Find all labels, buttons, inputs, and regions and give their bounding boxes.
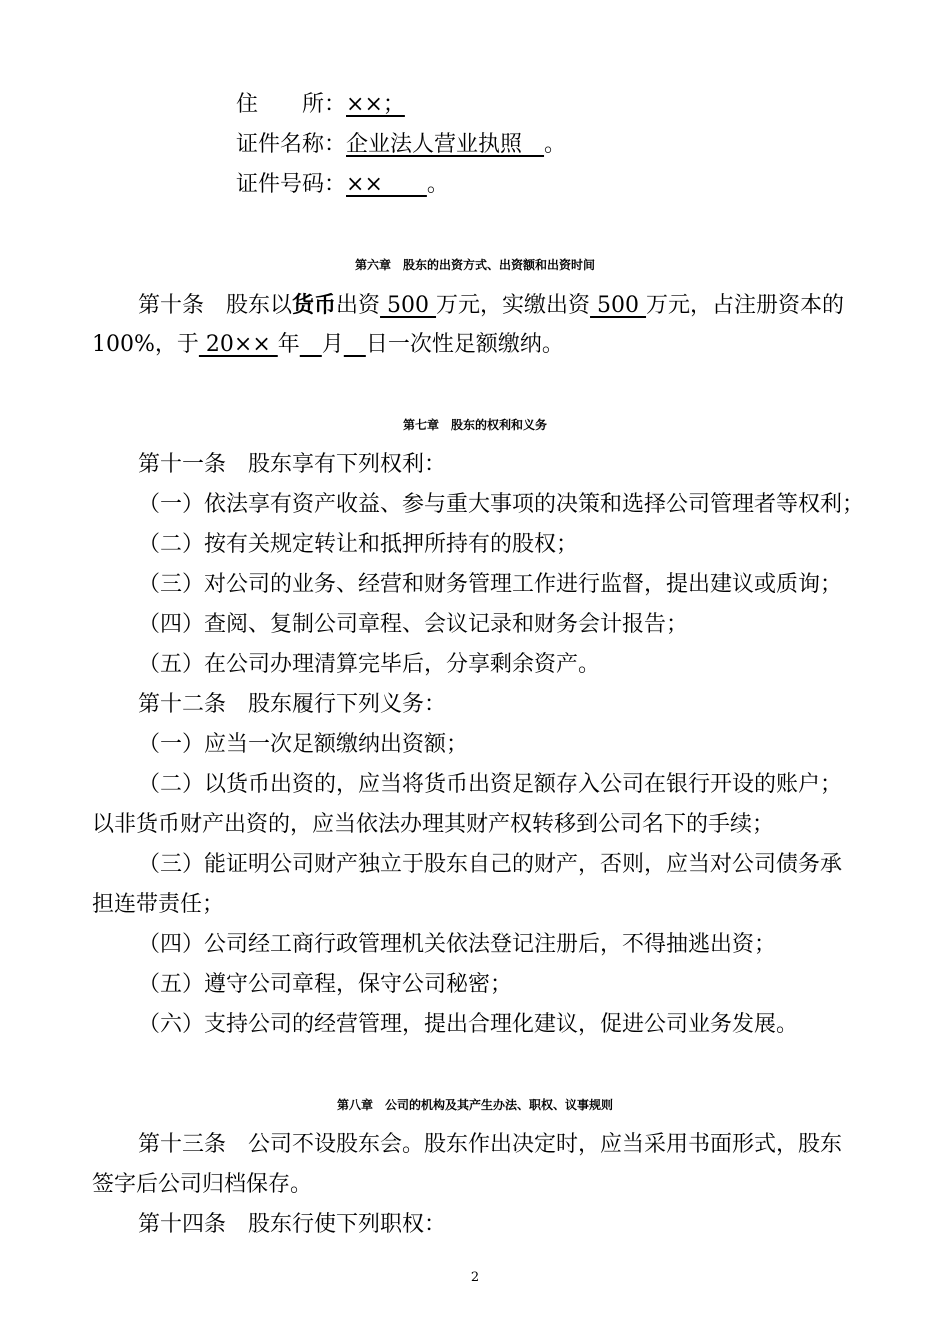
duty-item-3-line-1: （三）能证明公司财产独立于股东自己的财产，否则，应当对公司债务承 <box>138 852 843 877</box>
right-item-4: （四）查阅、复制公司章程、会议记录和财务会计报告； <box>138 612 689 637</box>
cert-no-label: 证件号码： <box>236 172 347 197</box>
right-item-3: （三）对公司的业务、经营和财务管理工作进行监督，提出建议或质询； <box>138 572 843 597</box>
cert-name-value: 企业法人营业执照 <box>346 132 545 157</box>
cert-no-value: ×× <box>346 172 427 197</box>
article-10-day-blank <box>344 332 366 357</box>
article-10-currency: 货币 <box>292 292 337 318</box>
article-10-line-1 <box>138 291 844 320</box>
article-10-mid-1: 出资 <box>336 293 381 318</box>
article-10-end: 万元，占注册资本的 <box>646 293 845 318</box>
cert-name-label: 证件名称： <box>236 132 347 157</box>
duty-item-2-line-1: （二）以货币出资的，应当将货币出资足额存入公司在银行开设的账户； <box>138 772 843 797</box>
cert-name-line <box>236 131 566 159</box>
article-14: 第十四条 股东行使下列职权： <box>138 1212 447 1237</box>
article-10-amount-1: 500 <box>380 293 437 318</box>
article-12: 第十二条 股东履行下列义务： <box>138 692 447 717</box>
chapter-6-title: 第六章 股东的出资方式、出资额和出资时间 <box>354 258 595 272</box>
cert-no-line <box>236 171 449 199</box>
chapter-7-title: 第七章 股东的权利和义务 <box>402 418 547 432</box>
page-number: 2 <box>470 1270 480 1285</box>
article-10-line-2 <box>92 331 564 359</box>
address-line <box>236 91 405 119</box>
article-10-mid-2: 万元，实缴出资 <box>436 293 591 318</box>
cert-no-end: 。 <box>426 172 449 197</box>
right-item-1: （一）依法享有资产收益、参与重大事项的决策和选择公司管理者等权利； <box>138 492 865 517</box>
duty-item-3-line-2: 担连带责任； <box>92 892 225 917</box>
cert-name-end: 。 <box>544 132 567 157</box>
article-10-prefix: 第十条 股东以 <box>138 293 293 318</box>
article-13-line-1: 第十三条 公司不设股东会。股东作出决定时，应当采用书面形式，股东 <box>138 1132 843 1157</box>
address-label: 住 所： <box>236 92 347 117</box>
article-11: 第十一条 股东享有下列权利： <box>138 452 447 477</box>
article-10-month-label: 月 <box>321 332 344 357</box>
right-item-5: （五）在公司办理清算完毕后，分享剩余资产。 <box>138 652 601 677</box>
duty-item-1: （一）应当一次足额缴纳出资额； <box>138 732 469 757</box>
article-10-year: 20×× <box>198 332 278 357</box>
duty-item-2-line-2: 以非货币财产出资的，应当依法办理其财产权转移到公司名下的手续； <box>92 812 775 837</box>
article-10-amount-2: 500 <box>590 293 647 318</box>
article-13-line-2: 签字后公司归档保存。 <box>92 1172 313 1197</box>
right-item-2: （二）按有关规定转让和抵押所持有的股权； <box>138 532 579 557</box>
address-value: ××； <box>346 92 405 117</box>
duty-item-4: （四）公司经工商行政管理机关依法登记注册后，不得抽逃出资； <box>138 932 777 957</box>
chapter-8-title: 第八章 公司的机构及其产生办法、职权、议事规则 <box>336 1098 613 1112</box>
article-10-year-label: 年 <box>277 332 300 357</box>
article-10-month-blank <box>300 332 322 357</box>
article-10-rest: 日一次性足额缴纳。 <box>365 332 564 357</box>
duty-item-5: （五）遵守公司章程，保守公司秘密； <box>138 972 513 997</box>
article-10-line-2-prefix: 100%，于 <box>92 332 199 357</box>
duty-item-6: （六）支持公司的经营管理，提出合理化建议，促进公司业务发展。 <box>138 1012 799 1037</box>
